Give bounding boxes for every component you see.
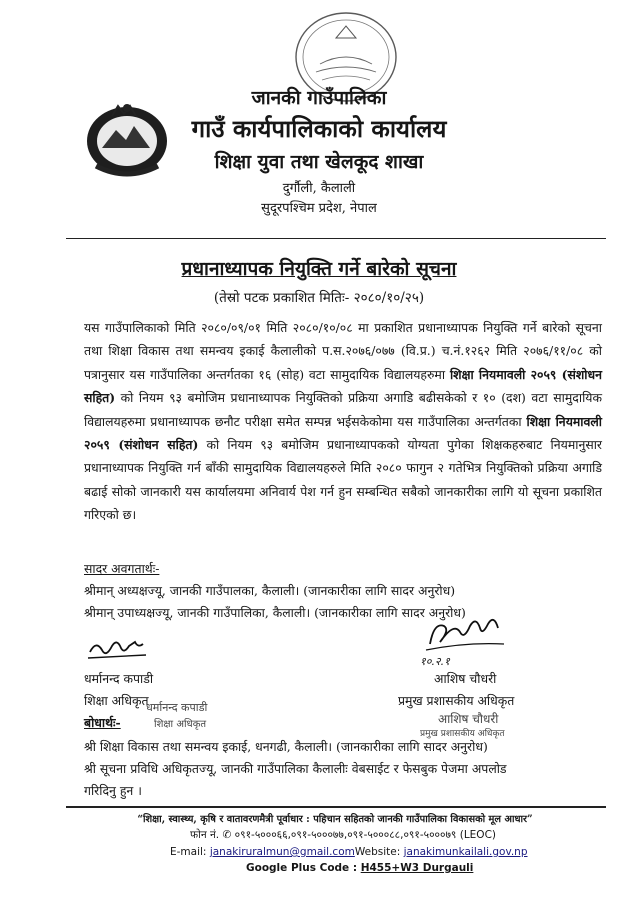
- website-label: Website:: [354, 846, 401, 858]
- right-signature-date: १०.२.१: [420, 655, 450, 668]
- website-link[interactable]: janakimunkailali.gov.np: [403, 846, 528, 858]
- bodhartha-line-2: श्री सूचना प्रविधि अधिकृतज्यू, जानकी गाउँपालिका कैलालीः वेबसाईट र फेसबुक पेजमा अपलोड: [84, 761, 507, 776]
- notice-body: [84, 316, 602, 527]
- right-stamp-title: प्रमुख प्रशासकीय अधिकृत: [420, 729, 505, 739]
- header-divider: [66, 238, 606, 239]
- header-office: जानकी गाउँपालिका: [251, 87, 387, 109]
- sadar-label: सादर अवगतार्थः-: [84, 561, 160, 576]
- signature-scribble-icon: [86, 634, 150, 664]
- bodhartha-line-3: गरिदिनु हुन ।: [84, 783, 142, 798]
- coat-of-arms-icon: [82, 96, 172, 180]
- right-signature: [420, 616, 510, 658]
- header-branch: शिक्षा युवा तथा खेलकूद शाखा: [214, 151, 424, 173]
- header-place: दुर्गौली, कैलाली: [282, 181, 356, 196]
- sadar-line-2: श्रीमान् उपाध्यक्षज्यू, जानकी गाउँपालिका, कैलाली। (जानकारीका लागि सादर अनुरोध): [84, 605, 466, 620]
- notice-subtitle: (तेस्रो पटक प्रकाशित मितिः- २०८०/१०/२५): [213, 290, 425, 306]
- notice-body-bold2: शिक्षा नियमावली २०५९ (संशोधन सहित): [84, 413, 602, 453]
- left-stamp-title: शिक्षा अधिकृत: [154, 719, 207, 730]
- right-signer-title: प्रमुख प्रशासकीय अधिकृत: [398, 693, 515, 708]
- header-executive: गाउँ कार्यपालिकाको कार्यालय: [191, 114, 447, 143]
- footer-divider: [66, 806, 606, 808]
- left-signer-title: शिक्षा अधिकृत: [84, 693, 149, 708]
- notice-body-bold1: शिक्षा नियमावली २०५९ (संशोधन सहित): [84, 366, 602, 406]
- gplus-label: Google Plus Code :: [246, 862, 358, 874]
- nepal-emblem: [82, 96, 172, 180]
- right-signer-name: आशिष चौधरी: [434, 671, 497, 686]
- left-signer-name: धर्मानन्द कपाडी: [84, 671, 154, 686]
- right-stamp-name: आशिष चौधरी: [438, 712, 499, 726]
- left-signature: [86, 634, 150, 664]
- bodhartha-line-1: श्री शिक्षा विकास तथा समन्वय इकाई, धनगढी, कैलाली। (जानकारीका लागि सादर अनुरोध): [84, 739, 488, 754]
- phone-numbers: ०९१-५०००६६,०९१-५०००७७,०९१-५०००८८,०९१-५०००७९ (LEOC): [234, 829, 496, 841]
- phone-icon: ✆: [222, 829, 232, 841]
- footer-gplus: [246, 862, 473, 874]
- bodhartha-label: बोधार्थः-: [84, 715, 121, 730]
- header-province: सुदूरपश्चिम प्रदेश, नेपाल: [261, 201, 377, 216]
- left-stamp-name: धर्मानन्द कपाडी: [146, 701, 208, 714]
- sadar-line-1: श्रीमान् अध्यक्षज्यू, जानकी गाउँपालका, कैलाली। (जानकारीका लागि सादर अनुरोध): [84, 583, 456, 598]
- phone-label: फोन नं.: [190, 829, 220, 841]
- footer-slogan: “शिक्षा, स्वास्थ्य, कृषि र वातावरणमैत्री पूर्वाधार : पहिचान सहितको जानकी गाउँपालिका विकासको मूल आधार”: [137, 814, 533, 825]
- signature-scribble-icon: [420, 616, 510, 658]
- notice-body-part2: को नियम ९३ बमोजिम प्रधानाध्यापक नियुक्तिको प्रक्रिया अगाडि बढीसकेको र १० (दश) वटा सामुदायिक विद्यालयहरुमा प्रधानाध्यापक छनौट परीक्षा समेत सम्पन्न भईसकेकोमा यस गाउँपालिका अन्तर्गतका: [84, 390, 602, 429]
- footer-contact: [170, 846, 528, 858]
- email-label: E-mail:: [170, 846, 207, 858]
- footer-phone: [190, 828, 496, 842]
- gplus-code: H455+W3 Durgauli: [360, 862, 474, 874]
- notice-body-part3: को नियम ९३ बमोजिम प्रधानाध्यापकको योग्यता पुगेका शिक्षकहरुबाट नियमानुसार प्रधानाध्यापक नियुक्ति गर्न बाँकी सामुदायिक विद्यालयहरुले मिति २०८० फागुन २ गतेभित्र नियुक्तिको प्रक्रिया अगाडि बढाई सोको जानकारी यस कार्यालयमा अनिवार्य पेश गर्न हुन सम्बन्धित सबैको जानकारीका लागि यो सूचना प्रकाशित गरिएको छ।: [84, 437, 602, 523]
- notice-title: प्रधानाध्यापक नियुक्ति गर्ने बारेको सूचना: [181, 258, 457, 280]
- notice-body-part1: यस गाउँपालिकाको मिति २०८०/०९/०१ मिति २०८०/१०/०८ मा प्रकाशित प्रधानाध्यापक नियुक्ति गर्ने बारेको सूचना तथा शिक्षा विकास तथा समन्वय इकाई कैलालीको प.स.२०७६/०७७ (वि.प्र.) च.नं.१२६२ मिति २०७६/११/०८ को पत्रानुसार यस गाउँपालिका अन्तर्गतका १६ (सोह) वटा सामुदायिक विद्यालयहरुमा: [84, 320, 602, 382]
- email-link[interactable]: janakiruralmun@gmail.com: [209, 846, 355, 858]
